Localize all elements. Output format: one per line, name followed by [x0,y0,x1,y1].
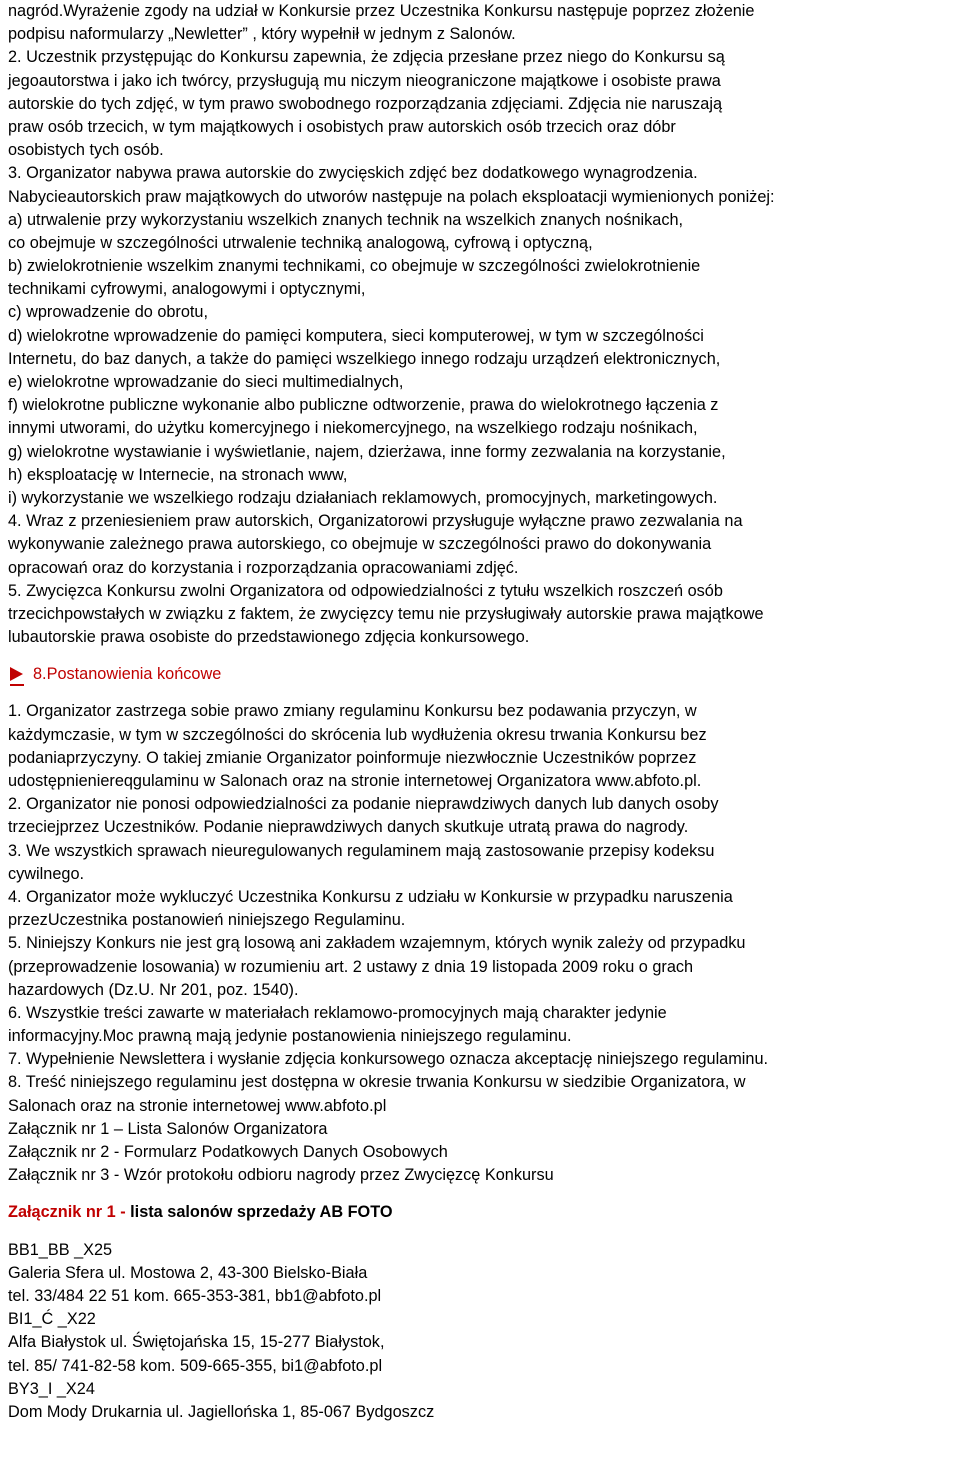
text-line: 5. Zwycięzca Konkursu zwolni Organizatora od odpowiedzialności z tytułu wszelkich roszczeń osób [8,581,723,600]
text-line: informacyjny.Moc prawną mają jedynie postanowienia niniejszego regulaminu. [8,1027,572,1046]
spacer [8,686,956,700]
text-line: udostępnieniereqgulaminu w Salonach oraz na stronie internetowej Organizatora www.abfoto.pl. [8,772,702,790]
text-line: jegoautorstwa i jako ich twórcy, przysługują mu niczym nieograniczone majątkowe i osobiste prawa [8,71,721,90]
spacer [8,1225,956,1239]
annex-1-title [8,1201,956,1224]
annex-1-title-description: lista salonów sprzedaży AB FOTO [130,1203,393,1222]
text-line: h) eksploatację w Internecie, na stronach www, [8,465,348,484]
text-line: (przeprowadzenie losowania) w rozumieniu art. 2 ustawy z dnia 19 listopada 2009 roku o grach [8,957,694,976]
spacer [8,1187,956,1201]
text-line: 8. Treść niniejszego regulaminu jest dostępna w okresie trwania Konkursu w siedzibie Organizatora, w [8,1073,746,1092]
text-line: 5. Niniejszy Konkurs nie jest grą losową ani zakładem wzajemnym, których wynik zależy od przypadku [8,934,746,953]
text-line: trzecichpowstałych w związku z faktem, że zwycięzcy temu nie przysługiwały autorskie prawa majątkowe [8,604,764,623]
text-line: każdymczasie, w tym w szczególności do skrócenia lub wydłużenia okresu trwania Konkursu bez [8,725,707,744]
text-line: 1. Organizator zastrzega sobie prawo zmiany regulaminu Konkursu bez podawania przyczyn, w [8,702,697,721]
text-line: nagród.Wyrażenie zgody na udział w Konkursie przez Uczestnika Konkursu następuje poprzez złożenie [8,2,755,20]
annex-1-title-label: Załącznik nr 1 - [8,1203,131,1222]
text-line: c) wprowadzenie do obrotu, [8,303,209,322]
text-line: Internetu, do baz danych, a także do pamięci wszelkiego innego rodzaju urządzeń elektronicznych, [8,349,721,368]
text-line: przezUczestnika postanowień niniejszego Regulaminu. [8,911,406,930]
text-line: 3. Organizator nabywa prawa autorskie do zwycięskich zdjęć bez dodatkowego wynagrodzenia. [8,164,698,183]
text-line: i) wykorzystanie we wszelkiego rodzaju działaniach reklamowych, promocyjnych, marketingowych. [8,488,718,507]
text-line: Załącznik nr 1 – Lista Salonów Organizatora [8,1119,328,1138]
text-line: Załącznik nr 3 - Wzór protokołu odbioru nagrody przez Zwycięzcę Konkursu [8,1166,554,1185]
text-line: hazardowych (Dz.U. Nr 201, poz. 1540). [8,980,299,999]
arrow-bullet-icon [10,667,23,681]
text-line: Salonach oraz na stronie internetowej www.abfoto.pl [8,1096,387,1115]
text-line: 7. Wypełnienie Newslettera i wysłanie zdjęcia konkursowego oznacza akceptację niniejszego regulaminu. [8,1050,769,1069]
text-line: wykonywanie zależnego prawa autorskiego, co obejmuje w szczególności prawo do dokonywania [8,535,712,554]
text-line: autorskie do tych zdjęć, w tym prawo swobodnego rozporządzania zdjęciami. Zdjęcia nie naruszają [8,94,723,113]
spacer [8,649,956,663]
salon-list-line: Dom Mody Drukarnia ul. Jagiellońska 1, 85-067 Bydgoszcz [8,1402,435,1421]
text-line: lubautorskie prawa osobiste do przedstawionego zdjęcia konkursowego. [8,628,530,647]
text-line: f) wielokrotne publiczne wykonanie albo publiczne odtworzenie, prawa do wielokrotnego łączenia z [8,396,719,415]
section-8-heading-text: 8.Postanowienia końcowe [33,665,222,684]
text-line: Nabycieautorskich praw majątkowych do utworów następuje na polach eksploatacji wymienionych poniżej: [8,187,775,206]
text-line: Załącznik nr 2 - Formularz Podatkowych Danych Osobowych [8,1143,448,1161]
text-line: g) wielokrotne wystawianie i wyświetlanie, najem, dzierżawa, inne formy zezwalania na korzystanie, [8,442,726,461]
regulations-section-8-text [8,700,956,1187]
text-line: e) wielokrotne wprowadzanie do sieci multimedialnych, [8,373,404,391]
text-line: podpisu naformularzy „Newletter” , który wypełnił w jednym z Salonów. [8,25,516,44]
text-line: 4. Organizator może wykluczyć Uczestnika Konkursu z udziału w Konkursie w przypadku naruszenia [8,887,733,906]
text-line: technikami cyfrowymi, analogowymi i optycznymi, [8,280,366,299]
text-line: 3. We wszystkich sprawach nieuregulowanych regulaminem mają zastosowanie przepisy kodeksu [8,841,715,860]
regulations-section-7-text [8,0,956,649]
text-line: 6. Wszystkie treści zawarte w materiałach reklamowo-promocyjnych mają charakter jedynie [8,1003,667,1022]
text-line: d) wielokrotne wprowadzenie do pamięci komputera, sieci komputerowej, w tym w szczególności [8,326,704,345]
text-line: a) utrwalenie przy wykorzystaniu wszelkich znanych technik na wszelkich znanych nośnikach, [8,210,684,229]
salon-list-line: Alfa Białystok ul. Świętojańska 15, 15-277 Białystok, [8,1333,385,1352]
salon-list [8,1239,956,1425]
salon-list-line: BI1_Ć _X22 [8,1310,96,1329]
section-8-heading [8,663,956,686]
text-line: 2. Uczestnik przystępując do Konkursu zapewnia, że zdjęcia przesłane przez niego do Konkursu są [8,48,725,67]
text-line: trzeciejprzez Uczestników. Podanie nieprawdziwych danych skutkuje utratą prawa do nagrody. [8,818,689,837]
salon-list-line: Galeria Sfera ul. Mostowa 2, 43-300 Bielsko-Biała [8,1263,368,1282]
salon-list-line: tel. 33/484 22 51 kom. 665-353-381, bb1@abfoto.pl [8,1286,382,1305]
text-line: cywilnego. [8,864,85,883]
salon-list-line: tel. 85/ 741-82-58 kom. 509-665-355, bi1@abfoto.pl [8,1356,383,1375]
text-line: innymi utworami, do użytku komercyjnego i niekomercyjnego, na wszelkiego rodzaju nośnikach, [8,419,698,438]
document-page [8,0,956,1424]
text-line: opracowań oraz do korzystania i rozporządzania opracowaniami zdjęć. [8,558,519,577]
salon-list-line: BB1_BB _X25 [8,1240,113,1259]
text-line: osobistych tych osób. [8,141,164,160]
salon-list-line: BY3_I _X24 [8,1379,95,1398]
text-line: co obejmuje w szczególności utrwalenie techniką analogową, cyfrową i optyczną, [8,233,593,252]
text-line: 4. Wraz z przeniesieniem praw autorskich, Organizatorowi przysługuje wyłączne prawo zezwalania na [8,512,743,531]
text-line: praw osób trzecich, w tym majątkowych i osobistych praw autorskich osób trzecich oraz dóbr [8,117,676,136]
text-line: 2. Organizator nie ponosi odpowiedzialności za podanie nieprawdziwych danych lub danych osoby [8,795,719,814]
text-line: podaniaprzyczyny. O takiej zmianie Organizator poinformuje niezwłocznie Uczestników poprzez [8,748,697,767]
text-line: b) zwielokrotnienie wszelkim znanymi technikami, co obejmuje w szczególności zwielokrotnienie [8,257,701,276]
